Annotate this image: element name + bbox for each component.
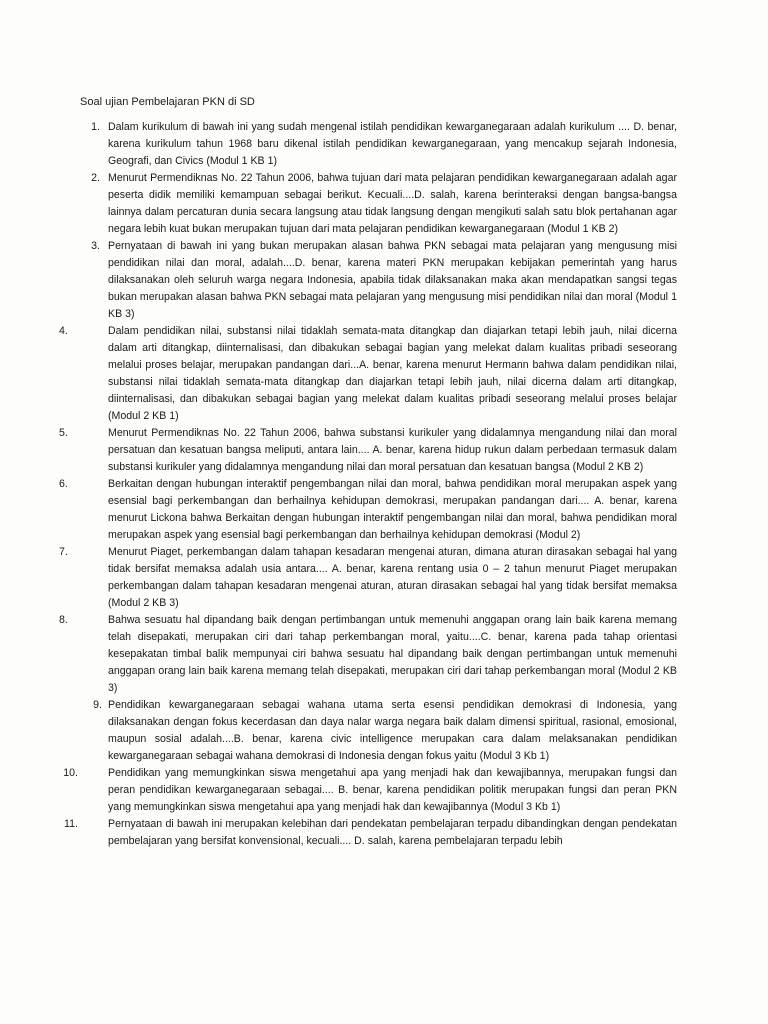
item-text: Berkaitan dengan hubungan interaktif pengembangan nilai dan moral, bahwa pendidikan moral merupakan aspek yang esensial bagi perkembangan dan berhailnya kehidupan demokrasi, merupakan pandangan dari.... A. benar, karena menurut Lickona bahwa Berkaitan dengan hubungan interaktif pengembangan nilai dan moral, bahwa pendidikan moral merupakan aspek yang esensial bagi perkembangan dan berhailnya kehidupan demokrasi (Modul 2) (108, 478, 677, 541)
item-text: Pendidikan yang memungkinkan siswa mengetahui apa yang menjadi hak dan kewajibannya, merupakan fungsi dan peran pendidikan kewarganegaraan sebagai.... B. benar, karena pendidikan politik merupakan fungsi dan peran PKN yang memungkinkan siswa mengetahui apa yang menjadi hak dan kewajibannya (Modul 3 Kb 1) (108, 767, 677, 813)
item-number: 6. (59, 478, 68, 490)
list-item (0, 816, 768, 850)
item-text: Pendidikan kewarganegaraan sebagai wahana utama serta esensi pendidikan demokrasi di Indonesia, yang dilaksanakan dengan fokus kecerdasan dan daya nalar warga negara baik dalam dimensi spiritual, rasional, emosional, maupun sosial adalah....B. benar, karena civic intelligence merupakan cara dalam melaksanakan pendidikan kewarganegaraan sebagai wahana demokrasi di Indonesia dengan fokus yaitu (Modul 3 Kb 1) (108, 699, 677, 762)
item-number: 7. (59, 546, 68, 558)
list-item (0, 323, 768, 425)
item-number: 1. (91, 121, 100, 133)
item-text: Bahwa sesuatu hal dipandang baik dengan pertimbangan untuk memenuhi anggapan orang lain baik karena memang telah disepakati, merupakan ciri dari tahap perkembangan moral, yaitu....C. benar, karena pada tahap orientasi kesepakatan timbal balik mempunyai ciri bahwa sesuatu hal dipandang baik dengan pertimbangan untuk memenuhi anggapan orang lain baik karena memang telah disepakati, merupakan ciri dari tahap perkembangan moral (Modul 2 KB 3) (108, 614, 677, 694)
list-item (0, 238, 768, 323)
item-text: Menurut Piaget, perkembangan dalam tahapan kesadaran mengenai aturan, dimana aturan dirasakan sebagai hal yang tidak bersifat memaksa adalah usia antara.... A. benar, karena rentang usia 0 – 2 tahun menurut Piaget merupakan perkembangan dalam tahapan kesadaran mengenai aturan, aturan dirasakan sebagai hal yang tidak bersifat memaksa (Modul 2 KB 3) (108, 546, 677, 609)
item-text: Pernyataan di bawah ini merupakan kelebihan dari pendekatan pembelajaran terpadu dibandingkan dengan pendekatan pembelajaran yang bersifat konvensional, kecuali.... D. salah, karena pembelajaran terpadu lebih (108, 818, 677, 847)
list-item (0, 697, 768, 765)
item-number: 4. (59, 325, 68, 337)
list-item (0, 765, 768, 816)
item-number: 5. (59, 427, 68, 439)
item-number: 10. (63, 767, 78, 779)
document-title: Soal ujian Pembelajaran PKN di SD (80, 96, 255, 108)
list-item (0, 119, 768, 170)
item-text: Dalam kurikulum di bawah ini yang sudah mengenal istilah pendidikan kewarganegaraan adalah kurikulum .... D. benar, karena kurikulum tahun 1968 baru dikenal istilah pendidikan kewarganegaraan, yang mencakup sejarah Indonesia, Geografi, dan Civics (Modul 1 KB 1) (108, 121, 677, 167)
item-text: Pernyataan di bawah ini yang bukan merupakan alasan bahwa PKN sebagai mata pelajaran yang mengusung misi pendidikan nilai dan moral, adalah....D. benar, karena materi PKN merupakan kebijakan pemerintah yang harus dilaksanakan oleh seluruh warga negara Indonesia, apabila tidak dilaksanakan maka akan mendapatkan sangsi tegas bukan merupakan alasan bahwa PKN sebagai mata pelajaran yang mengusung misi pendidikan nilai dan moral (Modul 1 KB 3) (108, 240, 677, 320)
item-number: 3. (91, 240, 100, 252)
list-item (0, 612, 768, 697)
item-number: 11. (64, 818, 78, 830)
list-item (0, 476, 768, 544)
list-item (0, 170, 768, 238)
question-list (0, 119, 768, 850)
item-text: Dalam pendidikan nilai, substansi nilai tidaklah semata-mata ditangkap dan diajarkan tetapi lebih jauh, nilai dicerna dalam arti ditangkap, diinternalisasi, dan dibakukan sebagai bagian yang melekat dalam kualitas pribadi seseorang melalui proses belajar, merupakan pandangan dari...A. benar, karena menurut Hermann bahwa dalam pendidikan nilai, substansi nilai tidaklah semata-mata ditangkap dan diajarkan tetapi lebih jauh, nilai dicerna dalam arti ditangkap, diinternalisasi, dan dibakukan sebagai bagian yang melekat dalam kualitas pribadi seseorang melalui proses belajar (Modul 2 KB 1) (108, 325, 677, 422)
list-item (0, 425, 768, 476)
item-text: Menurut Permendiknas No. 22 Tahun 2006, bahwa substansi kurikuler yang didalamnya mengandung nilai dan moral persatuan dan kesatuan bangsa meliputi, antara lain.... A. benar, karena hidup rukun dalam perbedaan termasuk dalam substansi kurikuler yang didalamnya mengandung nilai dan moral persatuan dan kesatuan bangsa (Modul 2 KB 2) (108, 427, 677, 473)
item-number: 8. (59, 614, 68, 626)
item-number: 2. (91, 172, 100, 184)
item-number: 9. (93, 699, 102, 711)
item-text: Menurut Permendiknas No. 22 Tahun 2006, bahwa tujuan dari mata pelajaran pendidikan kewarganegaraan adalah agar peserta didik memiliki kemampuan sebagai berikut. Kecuali....D. salah, karena berinteraksi dengan bangsa-bangsa lainnya dalam percaturan dunia secara langsung atau tidak langsung dengan mengikuti salah satu blok pertahanan agar negara lebih kuat bukan merupakan tujuan dari mata pelajaran pendidikan kewarganegaraan (Modul 1 KB 2) (108, 172, 677, 235)
list-item (0, 544, 768, 612)
